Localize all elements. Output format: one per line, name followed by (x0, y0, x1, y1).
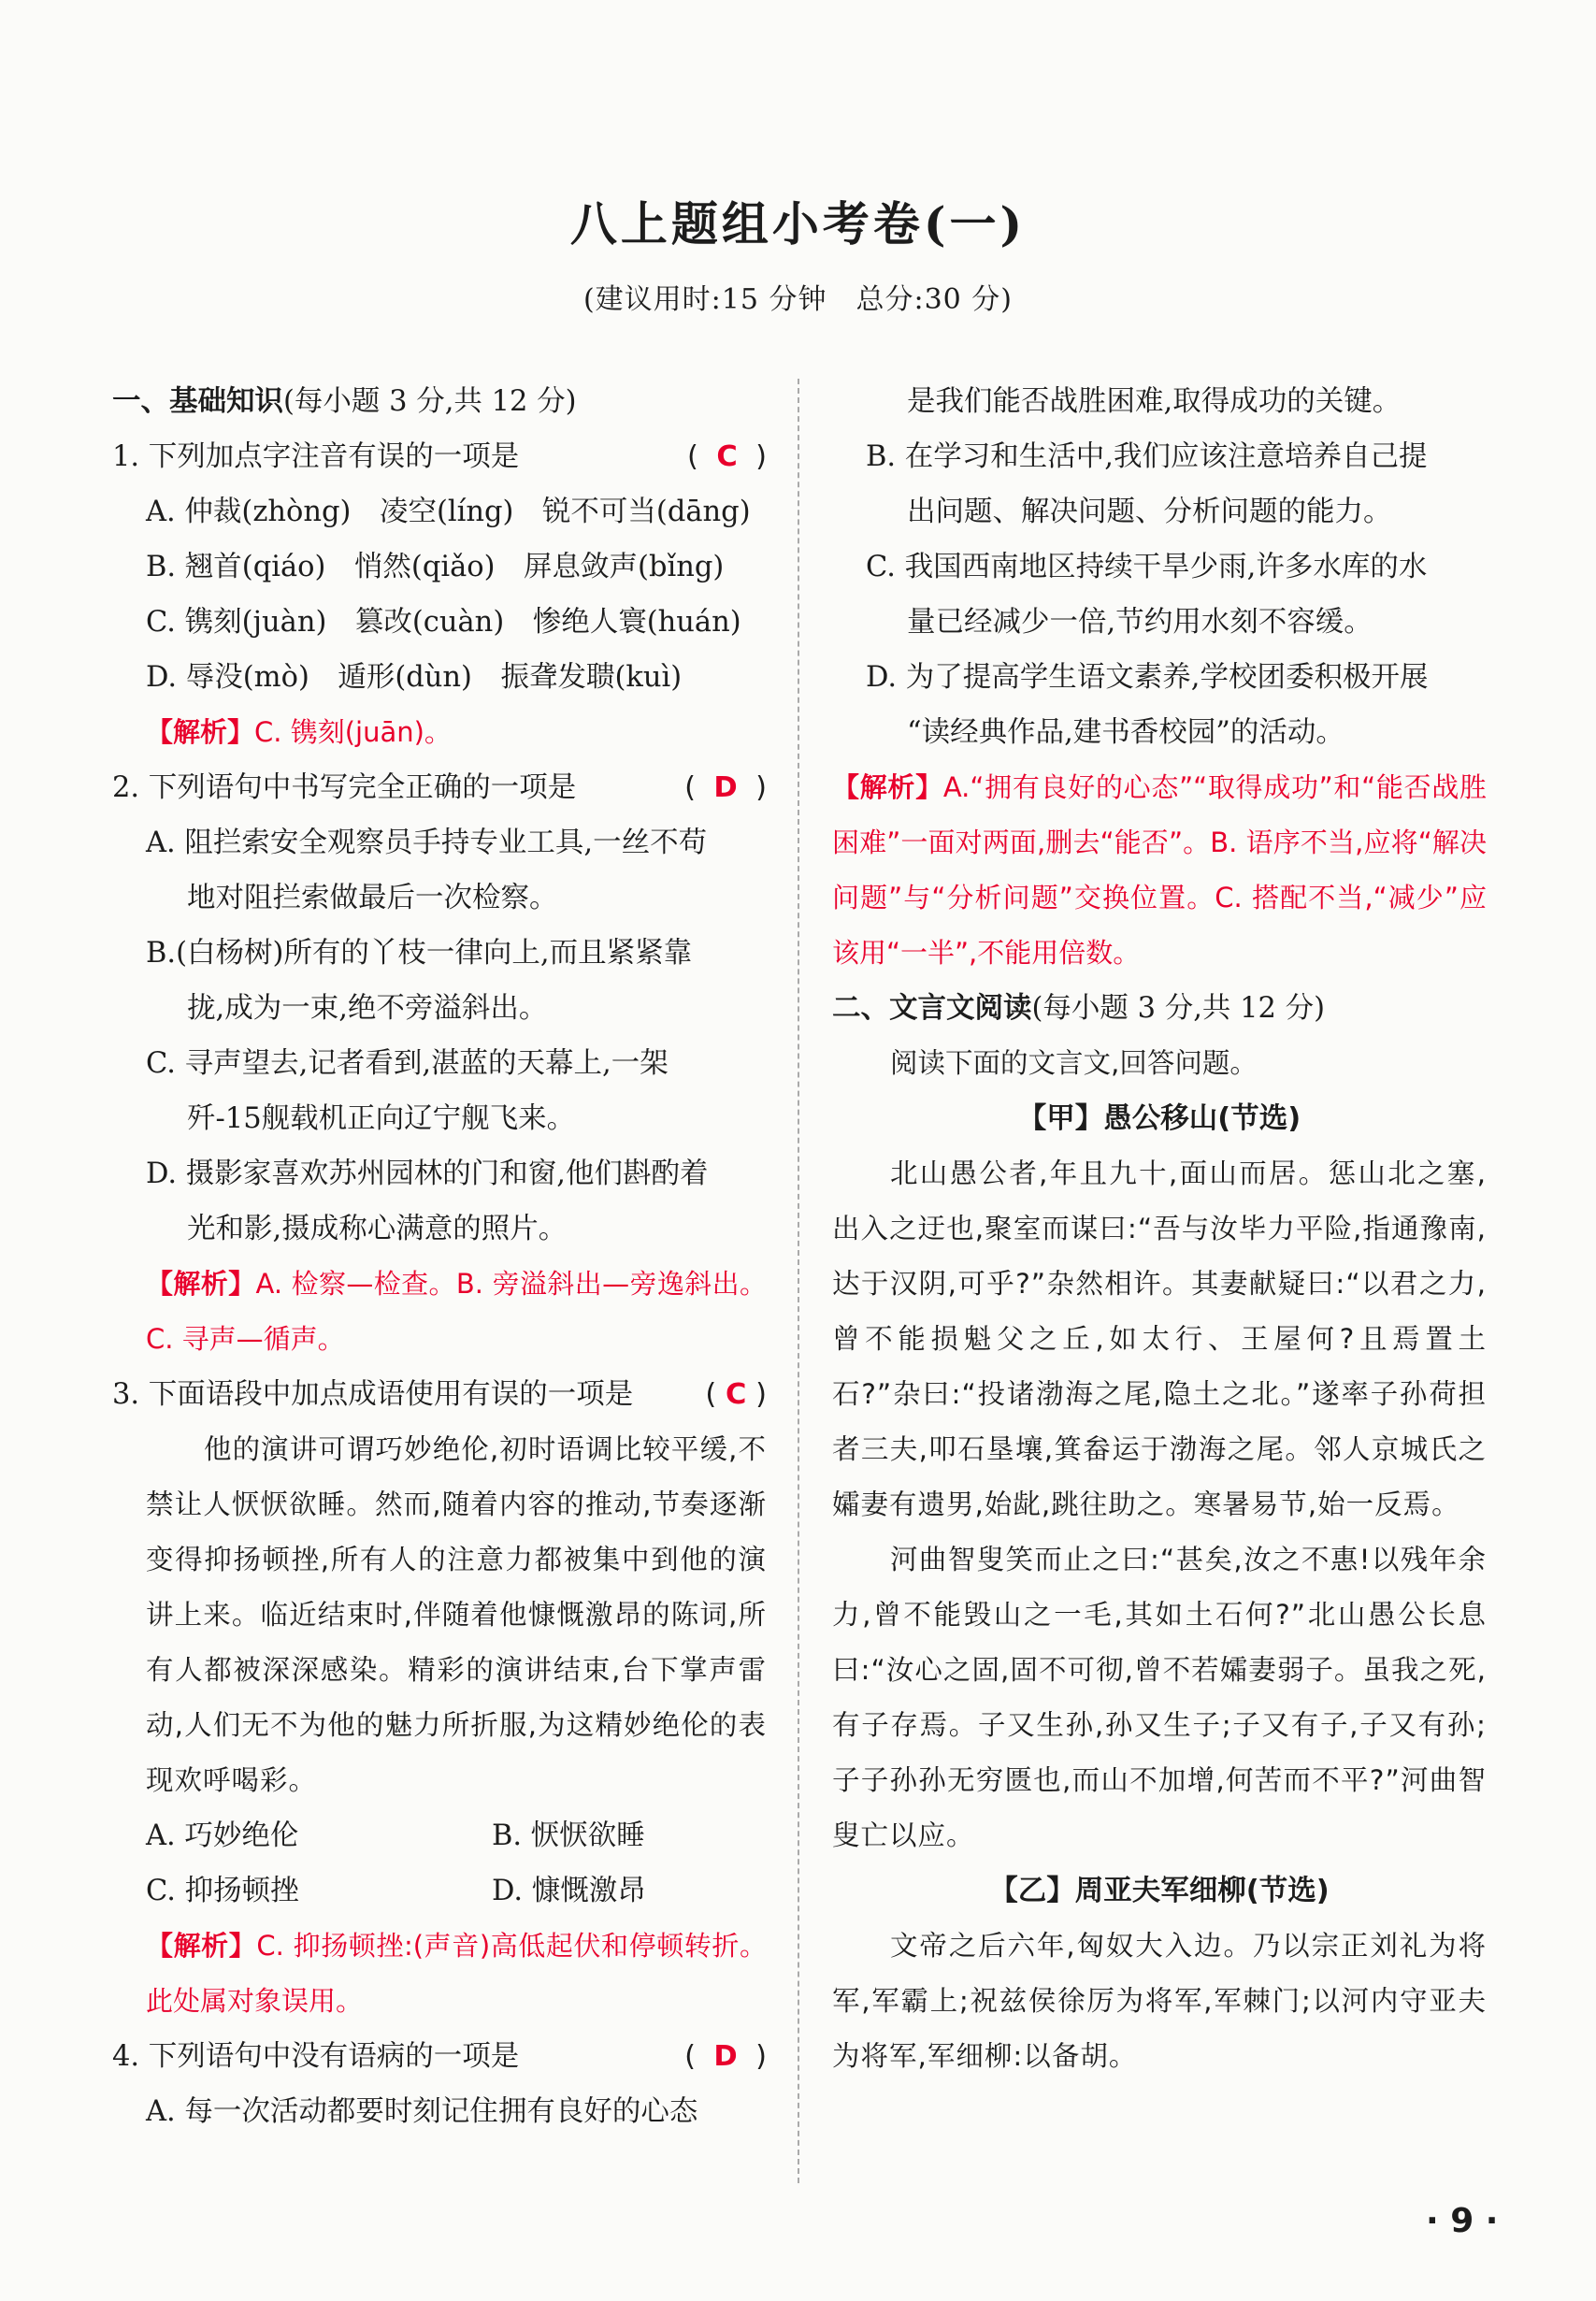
question-2-option-d-cont: 光和影,摄成称心满意的照片。 (187, 1213, 568, 1245)
question-4-option-b: B. 在学习和生活中,我们应该注意培养自己提 (866, 440, 1428, 473)
question-3-answer: ( C ) (705, 1378, 767, 1411)
section-2-heading (832, 981, 1487, 1036)
question-4-option-a: A. 每一次活动都要时刻记住拥有良好的心态 (146, 2095, 698, 2128)
section-1-heading (112, 374, 767, 429)
question-1-option-c: C. 镌刻(juàn) 篡改(cuàn) 惨绝人寰(huán) (146, 606, 741, 639)
question-2-stem: 2. 下列语句中书写完全正确的一项是 (112, 771, 577, 804)
question-2-option-b-cont: 拢,成为一束,绝不旁溢斜出。 (187, 992, 548, 1025)
question-2-explanation: 【解析】A. 检察—检查。B. 旁溢斜出—旁逸斜出。C. 寻声—循声。 (146, 1268, 767, 1355)
reading-instruction: 阅读下面的文言文,回答问题。 (890, 1047, 1258, 1079)
question-4-option-d-cont: “读经典作品,建书香校园”的活动。 (907, 716, 1344, 749)
question-2-option-c: C. 寻声望去,记者看到,湛蓝的天幕上,一架 (146, 1047, 669, 1080)
passage-b-title: 【乙】周亚夫军细柳(节选) (989, 1875, 1330, 1907)
passage-a-para-2: 河曲智叟笑而止之曰:“甚矣,汝之不惠!以残年余力,曾不能毁山之一毛,其如土石何?”北山愚公长息曰:“汝心之固,固不可彻,曾不若孀妻弱子。虽我之死,有子存焉。子又生孙,孙又生子;子又有子,子又有孙;子子孙孙无穷匮也,而山不加增,何苦而不平?”河曲智叟亡以应。 (832, 1544, 1487, 1851)
page-subtitle: (建议用时:15 分钟 总分:30 分) (582, 283, 1014, 316)
question-2-option-a-cont: 地对阻拦索做最后一次检察。 (187, 882, 558, 914)
question-4 (112, 2029, 767, 2084)
question-3-options (112, 1808, 767, 1919)
question-2-option-a: A. 阻拦索安全观察员手持专业工具,一丝不苟 (146, 827, 708, 859)
question-2-option-b: B.(白杨树)所有的丫枝一律向上,而且紧紧靠 (146, 937, 693, 970)
question-3-stem: 3. 下面语段中加点成语使用有误的一项是 (112, 1378, 634, 1411)
passage-a-para-1: 北山愚公者,年且九十,面山而居。惩山北之塞,出入之迂也,聚室而谋曰:“吾与汝毕力平险,指通豫南,达于汉阴,可乎?”杂然相许。其妻献疑曰:“以君之力,曾不能损魁父之丘,如太行、王屋何?且焉置土石?”杂曰:“投诸渤海之尾,隐土之北。”遂率子孙荷担者三夫,叩石垦壤,箕畚运于渤海之尾。邻人京城氏之孀妻有遗男,始龀,跳往助之。寒暑易节,始一反焉。 (832, 1158, 1487, 1520)
question-3-passage: 他的演讲可谓巧妙绝伦,初时语调比较平缓,不禁让人恹恹欲睡。然而,随着内容的推动,节奏逐渐变得抑扬顿挫,所有人的注意力都被集中到他的演讲上来。临近结束时,伴随着他慷慨激昂的陈词,所有人都被深深感染。精彩的演讲结束,台下掌声雷动,人们无不为他的魅力所折服,为这精妙绝伦的表现欢呼喝彩。 (146, 1433, 767, 1796)
question-3 (112, 1367, 767, 1422)
question-1-option-b: B. 翘首(qiáo) 悄然(qiǎo) 屏息敛声(bǐng) (146, 551, 725, 583)
question-3-option-d: D. 慷慨激昂 (492, 1875, 646, 1907)
page-number: · 9 · (1426, 2202, 1499, 2240)
passage-a-title: 【甲】愚公移山(节选) (1017, 1102, 1301, 1135)
question-1-answer: ( C ) (687, 440, 767, 473)
question-4-option-b-cont: 出问题、解决问题、分析问题的能力。 (907, 496, 1392, 528)
question-1-option-a: A. 仲裁(zhòng) 凌空(líng) 锐不可当(dāng) (146, 496, 751, 528)
question-4-option-c: C. 我国西南地区持续干旱少雨,许多水库的水 (866, 551, 1428, 583)
left-column (112, 374, 767, 2139)
question-4-explanation: 【解析】A.“拥有良好的心态”“取得成功”和“能否战胜困难”一面对两面,删去“能否”。B. 语序不当,应将“解决问题”与“分析问题”交换位置。C. 搭配不当,“减少”应该用“一半”,不能用倍数。 (832, 771, 1487, 969)
question-2-answer: ( D ) (684, 771, 767, 804)
question-2-option-c-cont: 歼-15舰载机正向辽宁舰飞来。 (187, 1102, 576, 1135)
question-3-option-c: C. 抑扬顿挫 (146, 1875, 299, 1907)
question-3-option-a: A. 巧妙绝伦 (146, 1819, 299, 1852)
question-4-option-a-cont: 是我们能否战胜困难,取得成功的关键。 (907, 385, 1402, 418)
question-1-option-d: D. 辱没(mò) 遁形(dùn) 振聋发聩(kuì) (146, 661, 683, 694)
section-2-title: 二、文言文阅读 (832, 991, 1032, 1025)
question-2-option-d: D. 摄影家喜欢苏州园林的门和窗,他们斟酌着 (146, 1158, 709, 1190)
question-3-option-b: B. 恹恹欲睡 (492, 1819, 645, 1852)
section-1-title: 一、基础知识 (112, 384, 283, 418)
question-1 (112, 429, 767, 484)
question-4-option-c-cont: 量已经减少一倍,节约用水刻不容缓。 (907, 606, 1373, 639)
section-1-note: (每小题 3 分,共 12 分) (283, 385, 577, 418)
question-4-stem: 4. 下列语句中没有语病的一项是 (112, 2040, 520, 2073)
passage-b-para-1: 文帝之后六年,匈奴大入边。乃以宗正刘礼为将军,军霸上;祝兹侯徐厉为将军,军棘门;以河内守亚夫为将军,军细柳:以备胡。 (832, 1930, 1487, 2072)
right-column (832, 374, 1487, 2084)
section-2-note: (每小题 3 分,共 12 分) (1031, 992, 1325, 1025)
question-4-answer: ( D ) (684, 2040, 767, 2073)
question-3-explanation: 【解析】C. 抑扬顿挫:(声音)高低起伏和停顿转折。此处属对象误用。 (146, 1930, 767, 2017)
question-1-explanation: 【解析】C. 镌刻(juān)。 (146, 716, 452, 748)
question-2 (112, 760, 767, 815)
page-title: 八上题组小考卷(一) (569, 196, 1027, 252)
question-1-stem: 1. 下列加点字注音有误的一项是 (112, 440, 520, 473)
question-4-option-d: D. 为了提高学生语文素养,学校团委积极开展 (866, 661, 1429, 694)
